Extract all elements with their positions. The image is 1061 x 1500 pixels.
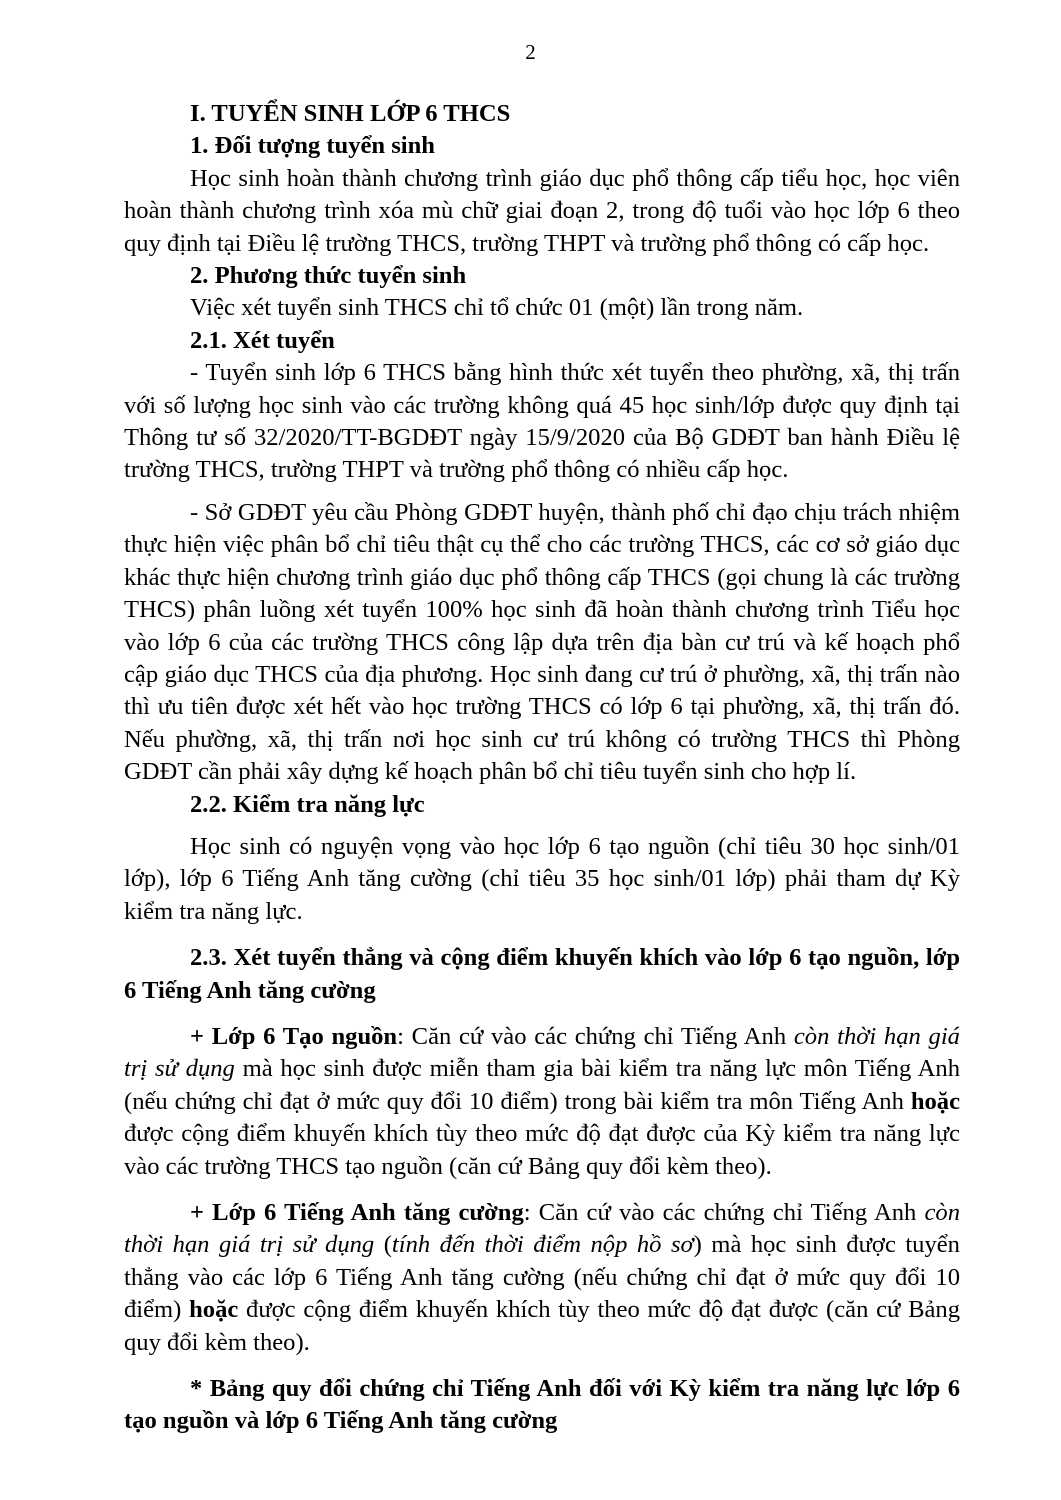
text-segment-italic: tính đến thời điểm nộp hồ sơ — [391, 1231, 694, 1259]
text-segment: được cộng điểm khuyến khích tùy theo mức độ đạt được (căn cứ Bảng quy đổi kèm theo). — [124, 1296, 960, 1356]
heading-kiem-tra: 2.2. Kiểm tra năng lực — [190, 790, 425, 818]
text-segment: : Căn cứ vào các chứng chỉ Tiếng Anh — [397, 1022, 794, 1050]
section-title: I. TUYỂN SINH LỚP 6 THCS — [190, 100, 511, 127]
paragraph-kiem-tra: Học sinh có nguyện vọng vào học lớp 6 tạo nguồn (chỉ tiêu 30 học sinh/01 lớp), lớp 6 Tiếng Anh tăng cường (chỉ tiêu 35 học sinh/01 lớp) phải tham dự Kỳ kiểm tra năng lực. — [124, 832, 960, 925]
text-segment: mà học sinh được miễn tham gia bài kiểm tra năng lực môn Tiếng Anh (nếu chứng chỉ đạt ở mức quy đổi 10 điểm) trong bài kiểm tra môn Tiếng Anh — [124, 1055, 960, 1115]
text-segment: ( — [374, 1231, 392, 1259]
text-segment: được cộng điểm khuyến khích tùy theo mức độ đạt được của Kỳ kiểm tra năng lực vào các trường THCS tạo nguồn (căn cứ Bảng quy đổi kèm theo). — [124, 1120, 960, 1180]
paragraph-phuong-thuc: Việc xét tuyển sinh THCS chỉ tổ chức 01 (một) lần trong năm. — [190, 294, 804, 322]
text-segment-bold: hoặc — [910, 1087, 960, 1115]
heading-bang-quy-doi: * Bảng quy đổi chứng chỉ Tiếng Anh đối với Kỳ kiểm tra năng lực lớp 6 tạo nguồn và lớp 6 Tiếng Anh tăng cường — [124, 1375, 960, 1435]
label-tao-nguon: + Lớp 6 Tạo nguồn — [190, 1022, 398, 1050]
text-segment-italic: còn thời hạn giá trị sử dụng — [124, 1022, 960, 1083]
document-body — [124, 98, 960, 1438]
text-segment: : Căn cứ vào các chứng chỉ Tiếng Anh — [523, 1199, 925, 1226]
heading-doi-tuong: 1. Đối tượng tuyển sinh — [190, 132, 435, 160]
paragraph-doi-tuong: Học sinh hoàn thành chương trình giáo dục phổ thông cấp tiểu học, học viên hoàn thành chương trình xóa mù chữ giai đoạn 2, trong độ tuổi vào học lớp 6 theo quy định tại Điều lệ trường THCS, trường THPT và trường phổ thông có cấp học. — [124, 164, 960, 257]
text-segment-italic: còn thời hạn giá trị sử dụng — [124, 1199, 960, 1259]
heading-xet-tuyen: 2.1. Xét tuyển — [190, 326, 335, 354]
heading-tuyen-thang: 2.3. Xét tuyển thẳng và cộng điểm khuyến khích vào lớp 6 tạo nguồn, lớp 6 Tiếng Anh tăng cường — [124, 944, 960, 1004]
paragraph-tao-nguon — [124, 1021, 960, 1183]
paragraph-xet-tuyen-2: - Sở GDĐT yêu cầu Phòng GDĐT huyện, thành phố chỉ đạo chịu trách nhiệm thực hiện việc phân bổ chỉ tiêu thật cụ thể cho các trường THCS, các cơ sở giáo dục khác thực hiện chương trình giáo dục phổ thông cấp THCS (gọi chung là các trường THCS) phân luồng xét tuyển 100% học sinh đã hoàn thành chương trình Tiểu học vào lớp 6 của các trường THCS công lập dựa trên địa bàn cư trú và kế hoạch phổ cập giáo dục THCS của địa phương. Học sinh đang cư trú ở phường, xã, thị trấn nào thì ưu tiên được xét hết vào học trường THCS có lớp 6 tại phường, xã, thị trấn đó. Nếu phường, xã, thị trấn nơi học sinh cư trú không có trường THCS thì Phòng GDĐT cần phải xây dựng kế hoạch phân bổ chỉ tiêu tuyển sinh cho hợp lí. — [124, 498, 960, 786]
paragraph-xet-tuyen-1: - Tuyển sinh lớp 6 THCS bằng hình thức xét tuyển theo phường, xã, thị trấn với số lượng học sinh vào các trường không quá 45 học sinh/lớp được quy định tại Thông tư số 32/2020/TT-BGDĐT ngày 15/9/2020 của Bộ GDĐT ban hành Điều lệ trường THCS, trường THPT và trường phổ thông có nhiều cấp học. — [124, 359, 960, 484]
label-tieng-anh: + Lớp 6 Tiếng Anh tăng cường — [190, 1199, 524, 1226]
heading-phuong-thuc: 2. Phương thức tuyển sinh — [190, 262, 467, 290]
page-number: 2 — [525, 40, 536, 64]
paragraph-tieng-anh — [124, 1197, 960, 1359]
text-segment: ) mà học sinh được tuyển thẳng vào các lớp 6 Tiếng Anh tăng cường (nếu chứng chỉ đạt ở mức quy đổi 10 điểm) — [124, 1231, 960, 1324]
text-segment-bold: hoặc — [189, 1296, 239, 1324]
